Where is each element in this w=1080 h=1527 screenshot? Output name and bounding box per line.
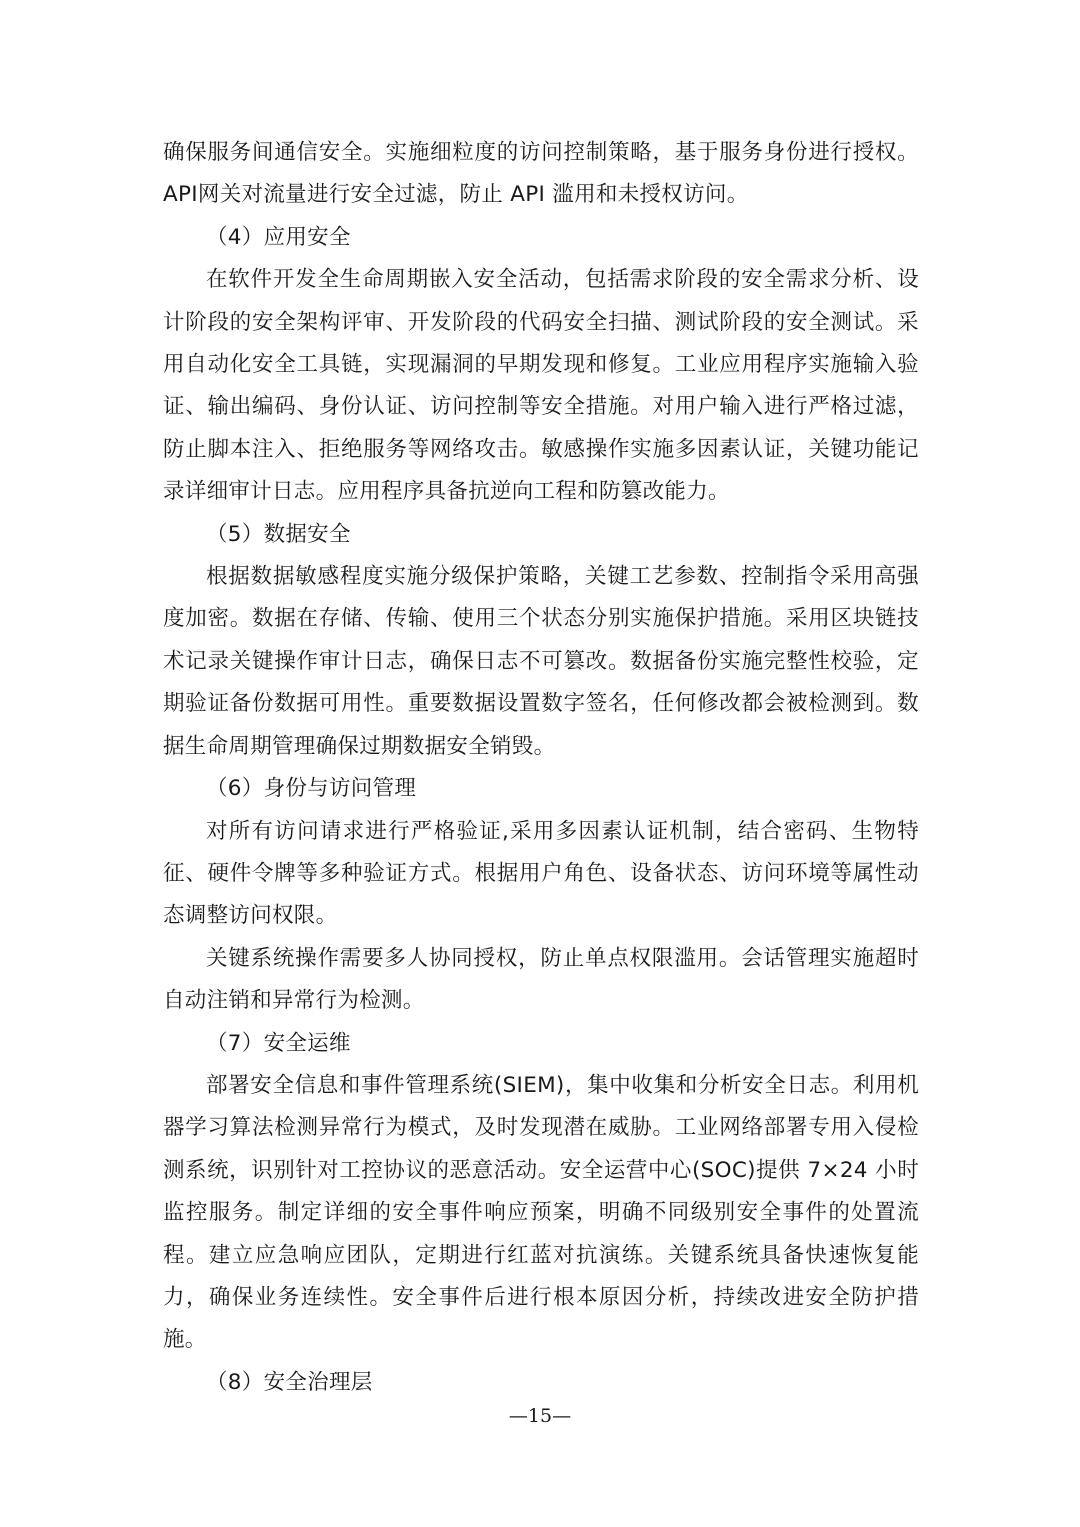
paragraph-identity-access-1: 对所有访问请求进行严格验证,采用多因素认证机制，结合密码、生物特征、硬件令牌等多种验证方式。根据用户角色、设备状态、访问环境等属性动态调整访问权限。 bbox=[163, 818, 919, 929]
paragraph-data-security: 根据数据敏感程度实施分级保护策略，关键工艺参数、控制指令采用高强度加密。数据在存储、传输、使用三个状态分别实施保护措施。采用区块链技术记录关键操作审计日志，确保日志不可篡改。数据备份实施完整性校验，定期验证备份数据可用性。重要数据设置数字签名，任何修改都会被检测到。数据生命周期管理确保过期数据安全销毁。 bbox=[163, 564, 919, 759]
paragraph-security-ops: 部署安全信息和事件管理系统(SIEM)，集中收集和分析安全日志。利用机器学习算法检测异常行为模式，及时发现潜在威胁。工业网络部署专用入侵检测系统，识别针对工控协议的恶意活动。安全运营中心(SOC)提供 7×24 小时监控服务。制定详细的安全事件响应预案，明确不同级别安全事件的处置流程。建立应急响应团队，定期进行红蓝对抗演练。关键系统具备快速恢复能力，确保业务连续性。安全事件后进行根本原因分析，持续改进安全防护措施。 bbox=[163, 1072, 919, 1353]
section-heading-6-identity-access: （6）身份与访问管理 bbox=[206, 776, 417, 802]
section-heading-8-governance: （8）安全治理层 bbox=[206, 1369, 373, 1395]
section-heading-4-application-security: （4）应用安全 bbox=[206, 224, 351, 250]
section-heading-5-data-security: （5）数据安全 bbox=[206, 521, 351, 547]
document-body bbox=[163, 132, 919, 1404]
section-heading-7-security-ops: （7）安全运维 bbox=[206, 1030, 351, 1056]
paragraph-continued: 确保服务间通信安全。实施细粒度的访问控制策略，基于服务身份进行授权。API网关对流量进行安全过滤，防止 API 滥用和未授权访问。 bbox=[163, 140, 919, 208]
page-number: —15— bbox=[508, 1405, 572, 1427]
paragraph-application-security: 在软件开发全生命周期嵌入安全活动，包括需求阶段的安全需求分析、设计阶段的安全架构评审、开发阶段的代码安全扫描、测试阶段的安全测试。采用自动化安全工具链，实现漏洞的早期发现和修复。工业应用程序实施输入验证、输出编码、身份认证、访问控制等安全措施。对用户输入进行严格过滤，防止脚本注入、拒绝服务等网络攻击。敏感操作实施多因素认证，关键功能记录详细审计日志。应用程序具备抗逆向工程和防篡改能力。 bbox=[163, 267, 919, 505]
paragraph-identity-access-2: 关键系统操作需要多人协同授权，防止单点权限滥用。会话管理实施超时自动注销和异常行为检测。 bbox=[163, 945, 919, 1014]
